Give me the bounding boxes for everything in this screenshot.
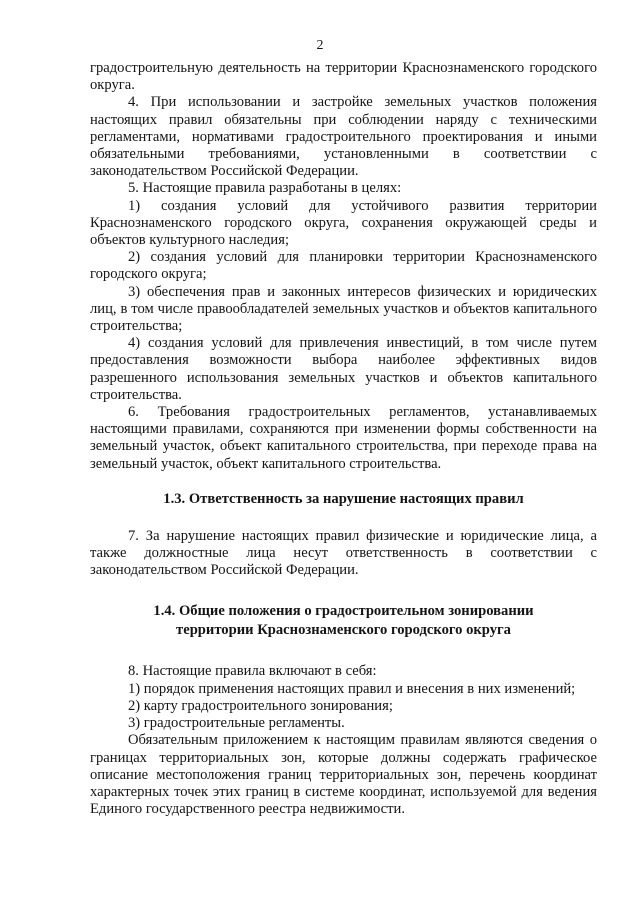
- subitem-8-2: 2) карту градостроительного зонирования;: [128, 697, 393, 714]
- paragraph-item-4: 4. При использовании и застройке земельных участков положения настоящих правил обязательны при соблюдении наряду с техническими регламентами, нормативами градостроительного проектирования и иными обязательными требованиями, установленными в соответствии с законодательством Российской Федерации.: [90, 94, 597, 180]
- paragraph-appendix: Обязательным приложением к настоящим правилам являются сведения о границах территориальных зон, которые должны содержать графическое описание местоположения границ территориальных зон, перечень координат характерных точек этих границ в системе координат, используемой для ведения Единого государственного реестра недвижимости.: [90, 732, 597, 818]
- subitem-5-1: 1) создания условий для устойчивого развития территории Краснознаменского городского округа, сохранения окружающей среды и объектов культурного наследия;: [90, 197, 597, 249]
- paragraph-item-6: 6. Требования градостроительных регламентов, устанавливаемых настоящими правилами, сохраняются при изменении формы собственности на земельный участок, объект капитального строительства, при переходе права на земельный участок, объект капитального строительства.: [90, 404, 597, 472]
- subitem-5-2: 2) создания условий для планировки территории Краснознаменского городского округа;: [90, 249, 597, 283]
- section-heading-1-4-line2: территории Краснознаменского городского округа: [176, 622, 511, 639]
- section-heading-1-3: 1.3. Ответственность за нарушение настоящих правил: [163, 490, 524, 507]
- document-body: [90, 60, 597, 818]
- subitem-5-4: 4) создания условий для привлечения инвестиций, в том числе путем предоставления возможности выбора наиболее эффективных видов разрешенного использования земельных участков и объектов капитального строительства.: [90, 335, 597, 403]
- subitem-8-1: 1) порядок применения настоящих правил и внесения в них изменений;: [128, 680, 576, 697]
- paragraph-item-8: 8. Настоящие правила включают в себя:: [128, 663, 377, 680]
- subitem-5-3: 3) обеспечения прав и законных интересов физических и юридических лиц, в том числе правообладателей земельных участков и объектов капитального строительства;: [90, 283, 597, 335]
- section-heading-1-4-line1: 1.4. Общие положения о градостроительном зонировании: [153, 603, 534, 620]
- paragraph-item-7: 7. За нарушение настоящих правил физические и юридические лица, а также должностные лица несут ответственность в соответствии с законодательством Российской Федерации.: [90, 527, 597, 579]
- section-heading-1-4: [90, 602, 597, 640]
- subitem-8-3: 3) градостроительные регламенты.: [128, 715, 345, 732]
- page-number: 2: [316, 38, 324, 53]
- paragraph-item-5: 5. Настоящие правила разработаны в целях:: [128, 180, 402, 197]
- paragraph-continuation: градостроительную деятельность на территории Краснознаменского городского округа.: [90, 60, 597, 94]
